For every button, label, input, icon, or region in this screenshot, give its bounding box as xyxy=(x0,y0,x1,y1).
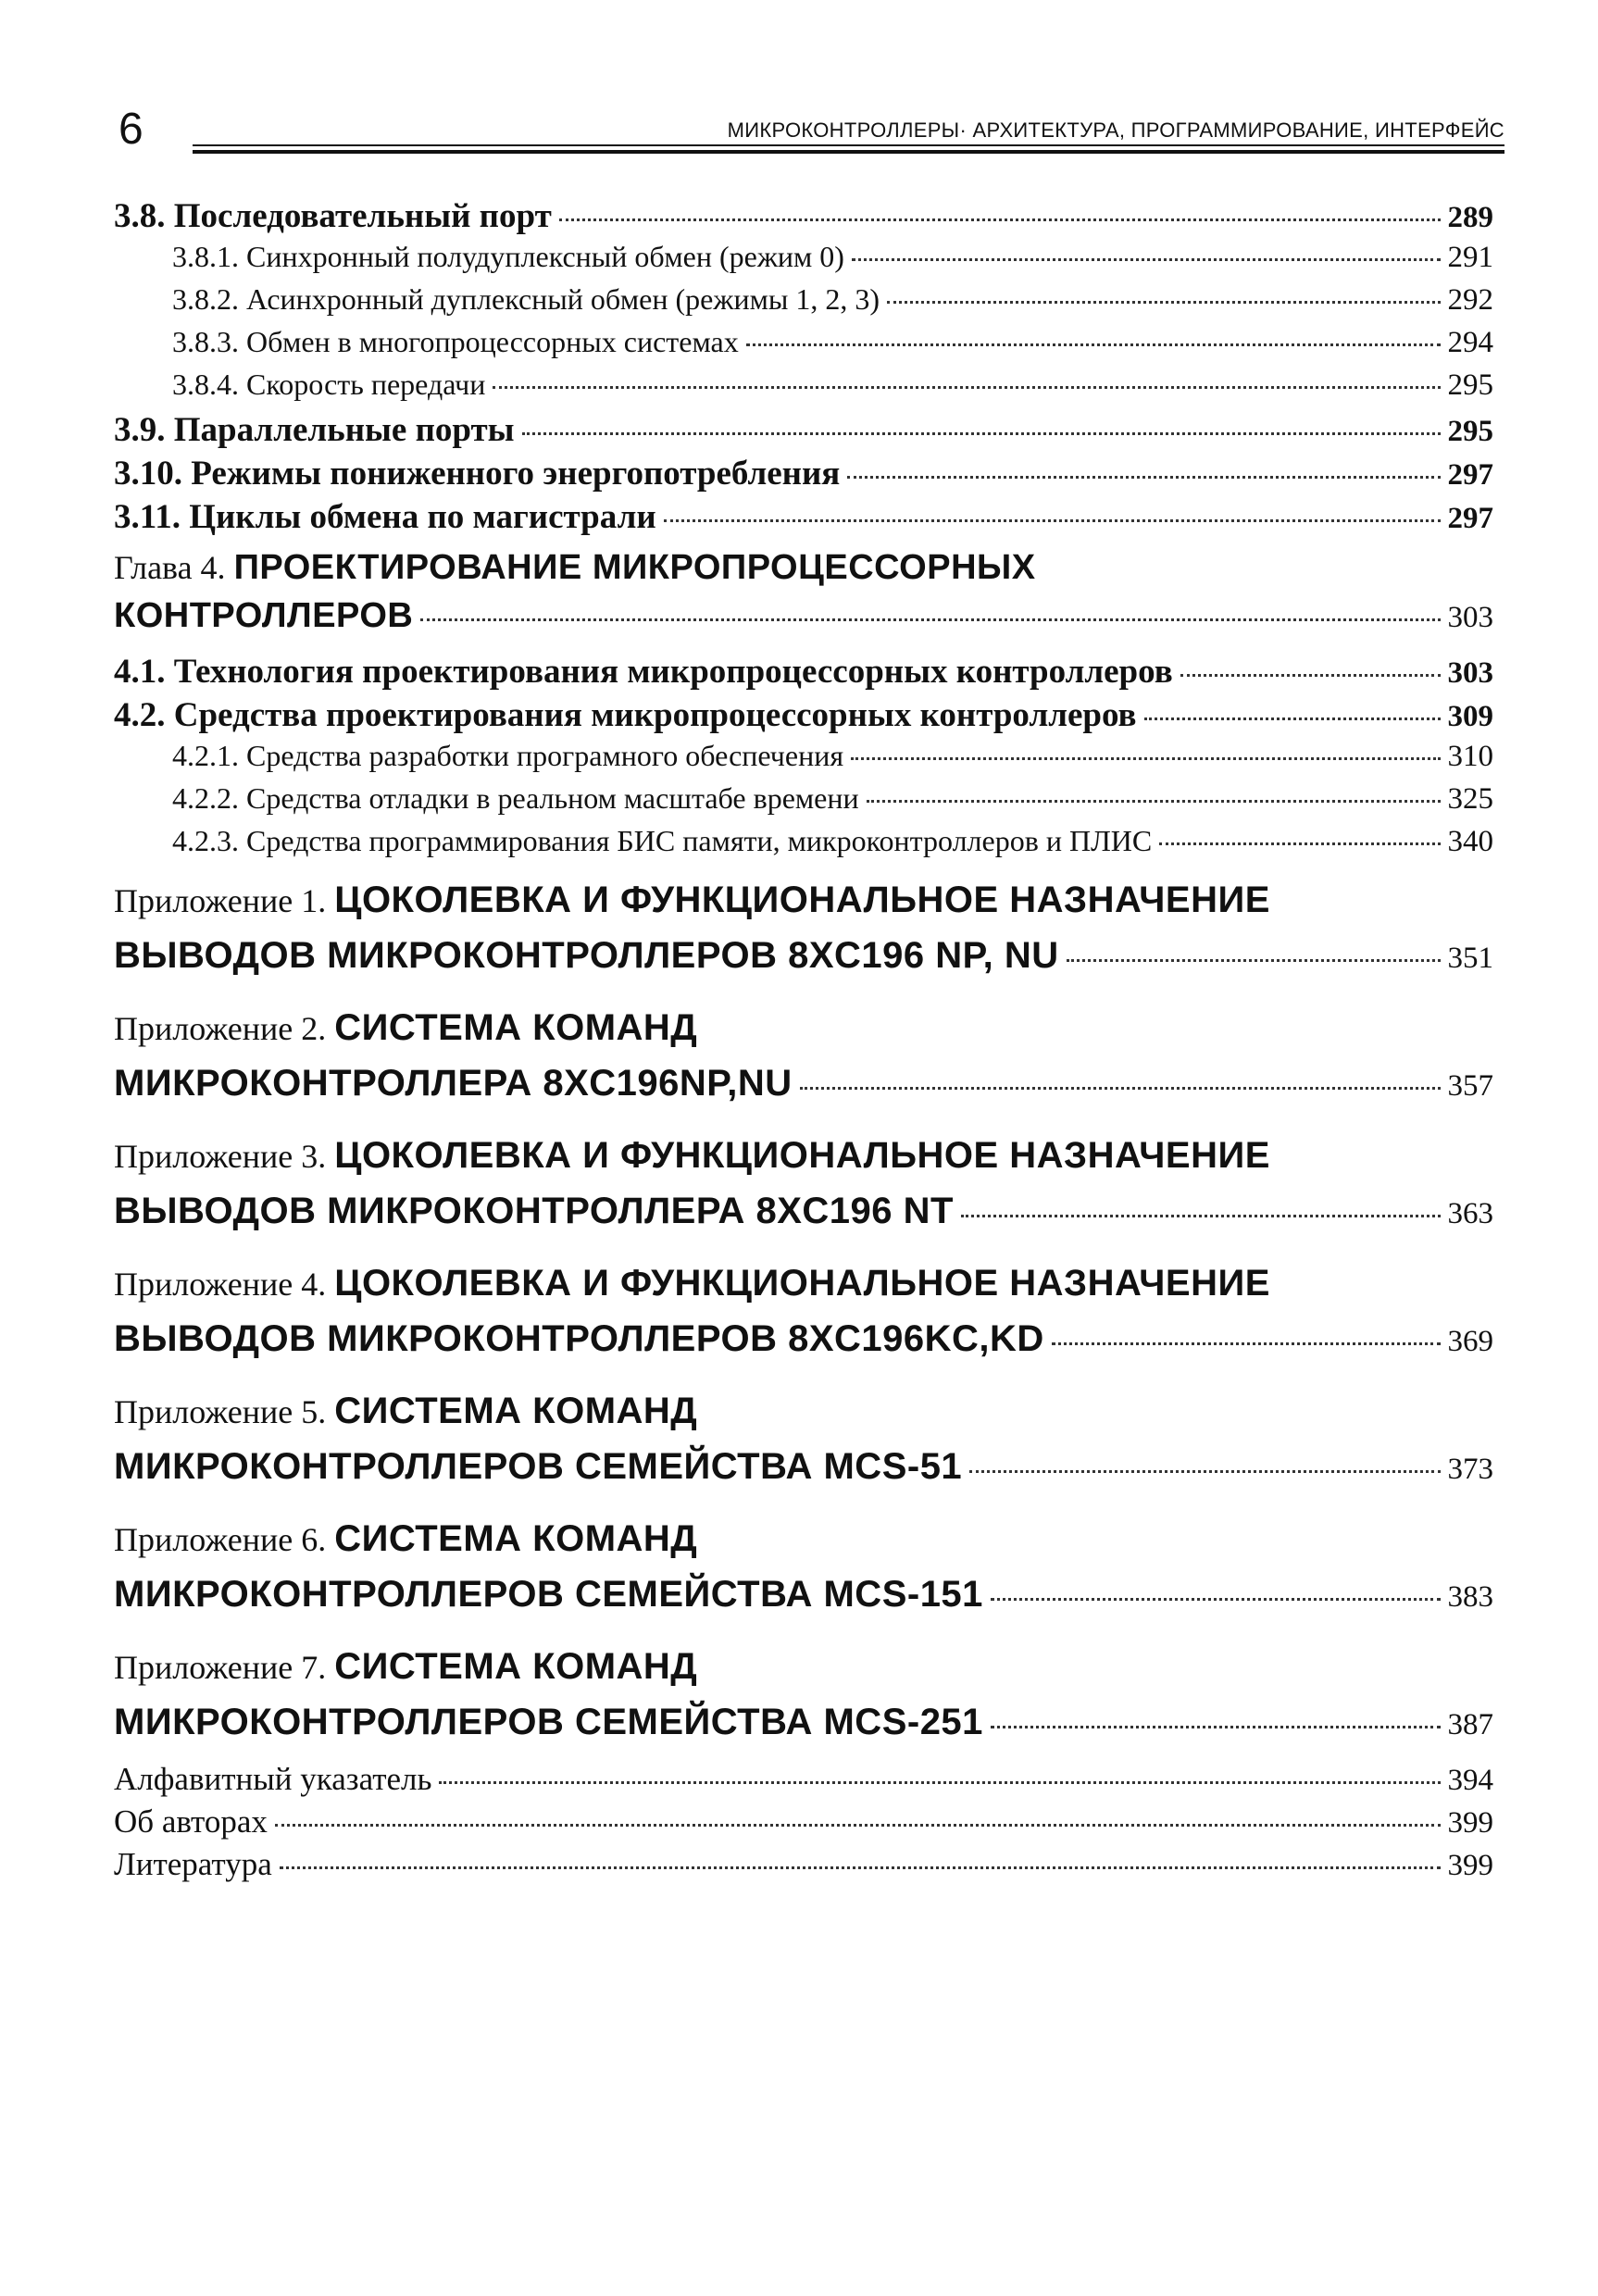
dot-leader xyxy=(522,432,1441,435)
appendix-title: СИСТЕМА КОМАНД xyxy=(334,1646,698,1687)
dot-leader xyxy=(1180,674,1441,677)
dot-leader xyxy=(800,1087,1441,1090)
toc-entry-page: 369 xyxy=(1447,1325,1493,1358)
appendix-title: СИСТЕМА КОМАНД xyxy=(334,1391,698,1431)
toc-entry-3-10[interactable] xyxy=(114,454,1493,497)
toc-entry-page: 289 xyxy=(1447,201,1493,234)
dot-leader xyxy=(1052,1342,1441,1345)
toc-entry-title: Литература xyxy=(114,1846,272,1882)
dot-leader xyxy=(991,1598,1441,1601)
toc-entry-title: Алфавитный указатель xyxy=(114,1761,432,1797)
toc-entry-page: 303 xyxy=(1447,601,1493,634)
dot-leader xyxy=(1067,959,1441,962)
toc-entry-index[interactable] xyxy=(114,1761,1493,1803)
toc-entry-page: 399 xyxy=(1447,1849,1493,1882)
toc-appendix-6[interactable] xyxy=(114,1518,1493,1633)
appendix-title-continued: ВЫВОДОВ МИКРОКОНТРОЛЛЕРОВ 8XC196KC,KD xyxy=(114,1318,1044,1359)
appendix-title-line-1 xyxy=(114,1263,1493,1318)
appendix-prefix: Приложение 1. xyxy=(114,882,327,919)
chapter-title-line-2 xyxy=(114,596,1493,652)
appendix-title: СИСТЕМА КОМАНД xyxy=(334,1007,698,1048)
toc-entry-title: 4.2.2. Средства отладки в реальном масштабе времени xyxy=(172,781,859,815)
toc-entry-page: 399 xyxy=(1447,1806,1493,1840)
appendix-title-line-2 xyxy=(114,1063,1493,1122)
toc-entry-3-8-3[interactable] xyxy=(114,325,1493,368)
page-number: 6 xyxy=(119,105,144,154)
toc-entry-page: 297 xyxy=(1447,458,1493,492)
toc-entry-page: 295 xyxy=(1447,368,1493,402)
table-of-contents xyxy=(114,196,1493,1889)
toc-entry-4-2-1[interactable] xyxy=(114,739,1493,781)
appendix-title-line-2 xyxy=(114,1191,1493,1250)
appendix-title-continued: ВЫВОДОВ МИКРОКОНТРОЛЛЕРОВ 8XC196 NP, NU xyxy=(114,935,1059,976)
toc-entry-3-8-4[interactable] xyxy=(114,368,1493,410)
appendix-title-line-1 xyxy=(114,1007,1493,1063)
page-header xyxy=(119,104,1504,159)
appendix-prefix: Приложение 5. xyxy=(114,1393,327,1430)
appendix-title-line-1 xyxy=(114,1391,1493,1446)
toc-entry-page: 295 xyxy=(1447,415,1493,448)
toc-entry-page: 340 xyxy=(1447,825,1493,858)
appendix-title-line-2 xyxy=(114,935,1493,994)
toc-entry-3-9[interactable] xyxy=(114,410,1493,454)
appendix-title-line-1 xyxy=(114,880,1493,935)
toc-appendix-4[interactable] xyxy=(114,1263,1493,1378)
dot-leader xyxy=(1144,718,1441,720)
toc-entry-page: 291 xyxy=(1447,241,1493,274)
dot-leader xyxy=(969,1470,1440,1473)
toc-entry-page: 309 xyxy=(1447,700,1493,733)
toc-entry-title: 3.9. Параллельные порты xyxy=(114,411,515,449)
dot-leader xyxy=(887,301,1441,304)
dot-leader xyxy=(991,1726,1441,1728)
dot-leader xyxy=(746,343,1441,346)
appendix-prefix: Приложение 6. xyxy=(114,1521,327,1558)
appendix-title-line-2 xyxy=(114,1574,1493,1633)
dot-leader xyxy=(280,1866,1441,1869)
appendix-title-line-2 xyxy=(114,1318,1493,1378)
appendix-title: ЦОКОЛЕВКА И ФУНКЦИОНАЛЬНОЕ НАЗНАЧЕНИЕ xyxy=(334,1263,1270,1304)
appendix-prefix: Приложение 2. xyxy=(114,1010,327,1047)
appendix-prefix: Приложение 3. xyxy=(114,1138,327,1175)
appendix-title-continued: МИКРОКОНТРОЛЛЕРОВ СЕМЕЙСТВА MCS-251 xyxy=(114,1702,983,1742)
toc-entry-title: Об авторах xyxy=(114,1803,268,1840)
header-rule-thin xyxy=(193,144,1504,146)
toc-entry-literature[interactable] xyxy=(114,1846,1493,1889)
toc-entry-page: 325 xyxy=(1447,782,1493,816)
appendix-title-continued: МИКРОКОНТРОЛЛЕРА 8XC196NP,NU xyxy=(114,1063,793,1104)
toc-entry-page: 310 xyxy=(1447,740,1493,773)
chapter-prefix: Глава 4. xyxy=(114,549,226,586)
toc-appendix-5[interactable] xyxy=(114,1391,1493,1505)
dot-leader xyxy=(664,519,1441,522)
header-rule-thick xyxy=(193,150,1504,154)
toc-entry-title: 3.8.4. Скорость передачи xyxy=(172,368,486,401)
toc-entry-4-1[interactable] xyxy=(114,652,1493,695)
appendix-title-line-2 xyxy=(114,1702,1493,1761)
toc-entry-page: 303 xyxy=(1447,656,1493,690)
toc-entry-4-2-3[interactable] xyxy=(114,824,1493,867)
toc-appendix-3[interactable] xyxy=(114,1135,1493,1250)
toc-appendix-7[interactable] xyxy=(114,1646,1493,1761)
appendix-title-continued: МИКРОКОНТРОЛЛЕРОВ СЕМЕЙСТВА MCS-151 xyxy=(114,1574,983,1615)
toc-entry-title: 3.8.3. Обмен в многопроцессорных системах xyxy=(172,325,739,358)
toc-entry-title: 4.1. Технология проектирования микропроцессорных контроллеров xyxy=(114,653,1173,691)
toc-entry-title: 3.10. Режимы пониженного энергопотребления xyxy=(114,455,841,493)
toc-entry-title: 3.8.1. Синхронный полудуплексный обмен (режим 0) xyxy=(172,240,844,273)
appendix-prefix: Приложение 4. xyxy=(114,1266,327,1303)
dot-leader xyxy=(851,757,1440,760)
toc-entry-3-8-2[interactable] xyxy=(114,282,1493,325)
dot-leader xyxy=(420,618,1440,621)
toc-entry-3-8[interactable] xyxy=(114,196,1493,240)
appendix-title-continued: ВЫВОДОВ МИКРОКОНТРОЛЛЕРА 8XC196 NT xyxy=(114,1191,954,1231)
chapter-title: ПРОЕКТИРОВАНИЕ МИКРОПРОЦЕССОРНЫХ xyxy=(233,548,1036,587)
appendix-title: ЦОКОЛЕВКА И ФУНКЦИОНАЛЬНОЕ НАЗНАЧЕНИЕ xyxy=(334,1135,1270,1176)
dot-leader xyxy=(867,800,1441,803)
toc-entry-page: 351 xyxy=(1447,942,1493,975)
toc-entry-page: 387 xyxy=(1447,1708,1493,1741)
appendix-title-line-1 xyxy=(114,1646,1493,1702)
toc-entry-page: 292 xyxy=(1447,283,1493,317)
toc-entry-page: 357 xyxy=(1447,1069,1493,1103)
toc-entry-page: 294 xyxy=(1447,326,1493,359)
running-title: МИКРОКОНТРОЛЛЕРЫ· АРХИТЕКТУРА, ПРОГРАММИРОВАНИЕ, ИНТЕРФЕЙС xyxy=(727,119,1504,142)
appendix-title: ЦОКОЛЕВКА И ФУНКЦИОНАЛЬНОЕ НАЗНАЧЕНИЕ xyxy=(334,880,1270,920)
dot-leader xyxy=(275,1824,1441,1827)
toc-entry-3-8-1[interactable] xyxy=(114,240,1493,282)
dot-leader xyxy=(961,1215,1441,1217)
appendix-title-line-1 xyxy=(114,1135,1493,1191)
chapter-title-line-1 xyxy=(114,548,1493,596)
appendix-prefix: Приложение 7. xyxy=(114,1649,327,1686)
toc-entry-page: 394 xyxy=(1447,1764,1493,1797)
toc-entry-title: 3.11. Циклы обмена по магистрали xyxy=(114,498,656,536)
toc-entry-4-2-2[interactable] xyxy=(114,781,1493,824)
chapter-title-continued: КОНТРОЛЛЕРОВ xyxy=(114,596,414,635)
dot-leader xyxy=(493,386,1440,389)
dot-leader xyxy=(847,476,1440,479)
dot-leader xyxy=(1159,842,1440,845)
dot-leader xyxy=(852,258,1441,261)
toc-entry-page: 363 xyxy=(1447,1197,1493,1230)
toc-entry-3-11[interactable] xyxy=(114,497,1493,541)
toc-entry-page: 297 xyxy=(1447,502,1493,535)
toc-entry-page: 373 xyxy=(1447,1453,1493,1486)
appendix-title-line-2 xyxy=(114,1446,1493,1505)
toc-appendix-2[interactable] xyxy=(114,1007,1493,1122)
appendix-title-continued: МИКРОКОНТРОЛЛЕРОВ СЕМЕЙСТВА MCS-51 xyxy=(114,1446,963,1487)
toc-entry-page: 383 xyxy=(1447,1580,1493,1614)
toc-entry-about-authors[interactable] xyxy=(114,1803,1493,1846)
toc-entry-title: 4.2.1. Средства разработки програмного обеспечения xyxy=(172,739,844,772)
dot-leader xyxy=(439,1781,1440,1784)
dot-leader xyxy=(559,218,1441,221)
toc-entry-title: 4.2.3. Средства программирования БИС памяти, микроконтроллеров и ПЛИС xyxy=(172,824,1153,857)
appendix-title-line-1 xyxy=(114,1518,1493,1574)
toc-entry-title: 4.2. Средства проектирования микропроцессорных контроллеров xyxy=(114,696,1137,734)
toc-entry-title: 3.8.2. Асинхронный дуплексный обмен (режимы 1, 2, 3) xyxy=(172,282,880,316)
toc-chapter-4[interactable] xyxy=(114,548,1493,652)
toc-entry-4-2[interactable] xyxy=(114,695,1493,739)
toc-entry-title: 3.8. Последовательный порт xyxy=(114,197,552,235)
toc-appendix-1[interactable] xyxy=(114,880,1493,994)
appendix-title: СИСТЕМА КОМАНД xyxy=(334,1518,698,1559)
